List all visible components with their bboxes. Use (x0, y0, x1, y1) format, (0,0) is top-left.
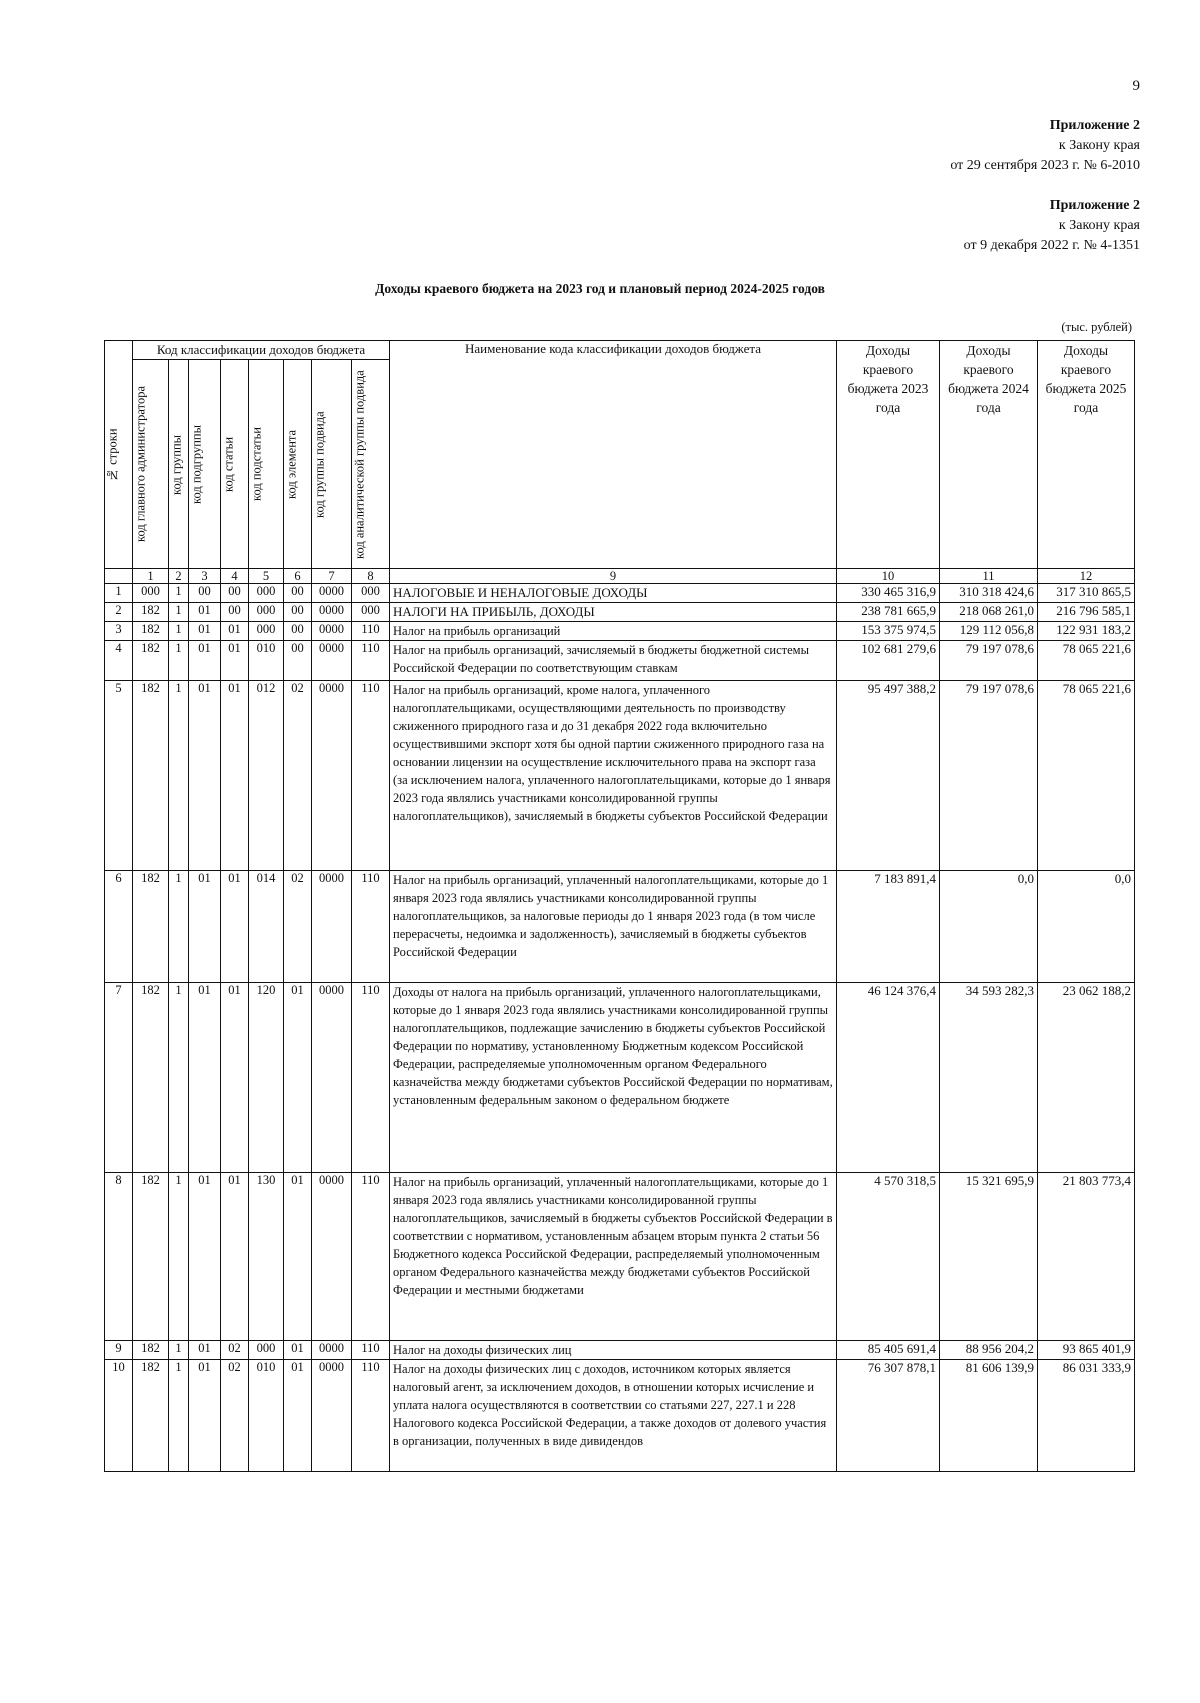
amount-2023: 4 570 318,5 (837, 1173, 940, 1341)
units-note: (тыс. рублей) (1061, 320, 1132, 334)
code-cell: 110 (352, 1173, 390, 1341)
code-cell: 00 (284, 584, 312, 603)
table-row (105, 983, 1135, 1173)
column-number: 3 (189, 569, 221, 584)
column-number: 5 (249, 569, 284, 584)
amount-2023: 102 681 279,6 (837, 641, 940, 681)
amount-2025: 23 062 188,2 (1038, 983, 1135, 1173)
column-number: 12 (1038, 569, 1135, 584)
code-cell: 0000 (312, 584, 352, 603)
row-number: 2 (105, 603, 133, 622)
header-code-group: Код классификации доходов бюджета (133, 341, 390, 360)
code-cell: 120 (249, 983, 284, 1173)
code-cell: 01 (189, 1360, 221, 1472)
code-cell: 182 (133, 622, 169, 641)
amount-2024: 88 956 204,2 (940, 1341, 1038, 1360)
appendix-original-line2: от 9 декабря 2022 г. № 4-1351 (963, 238, 1140, 253)
code-cell: 182 (133, 871, 169, 983)
code-cell: 182 (133, 1173, 169, 1341)
code-cell: 000 (133, 584, 169, 603)
amount-2025: 122 931 183,2 (1038, 622, 1135, 641)
code-cell: 000 (249, 603, 284, 622)
amount-2023: 46 124 376,4 (837, 983, 940, 1173)
code-cell: 01 (189, 871, 221, 983)
amount-2023: 95 497 388,2 (837, 681, 940, 871)
amount-2025: 21 803 773,4 (1038, 1173, 1135, 1341)
amount-2025: 78 065 221,6 (1038, 641, 1135, 681)
amount-2024: 79 197 078,6 (940, 681, 1038, 871)
column-number: 4 (221, 569, 249, 584)
column-number: 11 (940, 569, 1038, 584)
code-cell: 01 (221, 871, 249, 983)
table-row (105, 603, 1135, 622)
header-code-group-col: код группы (169, 360, 189, 569)
code-cell: 000 (249, 584, 284, 603)
code-cell: 0000 (312, 681, 352, 871)
code-cell: 01 (189, 681, 221, 871)
code-cell: 0000 (312, 622, 352, 641)
amount-2024: 81 606 139,9 (940, 1360, 1038, 1472)
code-cell: 110 (352, 641, 390, 681)
income-name: НАЛОГИ НА ПРИБЫЛЬ, ДОХОДЫ (390, 603, 837, 622)
amount-2023: 238 781 665,9 (837, 603, 940, 622)
amount-2023: 330 465 316,9 (837, 584, 940, 603)
code-cell: 010 (249, 641, 284, 681)
row-number: 3 (105, 622, 133, 641)
header-amount-2023: Доходы краевого бюджета 2023 года (837, 341, 940, 569)
appendix-current-note (950, 116, 1140, 176)
income-name: Налог на прибыль организаций (390, 622, 837, 641)
document-title: Доходы краевого бюджета на 2023 год и плановый период 2024-2025 годов (375, 281, 825, 296)
header-amount-2024: Доходы краевого бюджета 2024 года (940, 341, 1038, 569)
code-cell: 0000 (312, 603, 352, 622)
code-cell: 01 (284, 1341, 312, 1360)
code-cell: 182 (133, 1360, 169, 1472)
amount-2025: 78 065 221,6 (1038, 681, 1135, 871)
column-numbers-row (105, 569, 1135, 584)
row-number: 9 (105, 1341, 133, 1360)
code-cell: 1 (169, 1360, 189, 1472)
code-cell: 0000 (312, 983, 352, 1173)
table-row (105, 1360, 1135, 1472)
code-cell: 012 (249, 681, 284, 871)
code-cell: 130 (249, 1173, 284, 1341)
code-cell: 01 (221, 1173, 249, 1341)
code-cell: 00 (189, 584, 221, 603)
column-number (105, 569, 133, 584)
code-cell: 182 (133, 1341, 169, 1360)
code-cell: 010 (249, 1360, 284, 1472)
income-name: Налог на прибыль организаций, уплаченный налогоплательщиками, которые до 1 января 2023 года являлись участниками консолидированной группы налогоплательщиков, за налоговые периоды до 1 января 2023 года (в том числе перерасчеты, недоимка и задолженность), зачисляемый в бюджеты субъектов Российской Федерации (390, 871, 837, 983)
income-name: Налог на прибыль организаций, кроме налога, уплаченного налогоплательщиками, осуществляющими деятельность по производству сжиженного природного газа и до 31 декабря 2022 года включительно осуществившими экспорт хотя бы одной партии сжиженного природного газа на основании лицензии на осуществление исключительного права на экспорт газа (за исключением налога, уплаченного налогоплательщиками, которые до 1 января 2023 года являлись участниками консолидированной группы налогоплательщиков), зачисляемый в бюджеты субъектов Российской Федерации (390, 681, 837, 871)
income-name: Налог на прибыль организаций, уплаченный налогоплательщиками, которые до 1 января 2023 года являлись участниками консолидированной группы налогоплательщиков, зачисляемый в бюджеты субъектов Российской Федерации в соответствии с нормативом, установленным абзацем вторым пункта 2 статьи 56 Бюджетного кодекса Российской Федерации, распределяемый уполномоченным органом Федерального казначейства между бюджетами субъектов Российской Федерации и местными бюджетами (390, 1173, 837, 1341)
code-cell: 1 (169, 1341, 189, 1360)
income-name: Доходы от налога на прибыль организаций, уплаченного налогоплательщиками, которые до 1 января 2023 года являлись участниками консолидированной группы налогоплательщиков, подлежащие зачислению в бюджеты субъектов Российской Федерации по нормативу, установленному Бюджетным кодексом Российской Федерации, распределяемые уполномоченным органом Федерального казначейства между бюджетами субъектов Российской Федерации по нормативам, установленным федеральным законом о федеральном бюджете (390, 983, 837, 1173)
code-cell: 01 (189, 1341, 221, 1360)
code-cell: 02 (284, 871, 312, 983)
amount-2024: 129 112 056,8 (940, 622, 1038, 641)
appendix-original-note (964, 196, 1140, 256)
code-cell: 014 (249, 871, 284, 983)
header-code-analytic-group: код аналитической группы подвида (352, 360, 390, 569)
code-cell: 01 (284, 1360, 312, 1472)
table-row (105, 681, 1135, 871)
code-cell: 1 (169, 681, 189, 871)
column-number: 10 (837, 569, 940, 584)
column-number: 9 (390, 569, 837, 584)
column-number: 2 (169, 569, 189, 584)
amount-2025: 93 865 401,9 (1038, 1341, 1135, 1360)
column-number: 6 (284, 569, 312, 584)
code-cell: 00 (284, 603, 312, 622)
amount-2023: 85 405 691,4 (837, 1341, 940, 1360)
amount-2023: 76 307 878,1 (837, 1360, 940, 1472)
code-cell: 1 (169, 603, 189, 622)
code-cell: 0000 (312, 641, 352, 681)
code-cell: 1 (169, 622, 189, 641)
code-cell: 110 (352, 1360, 390, 1472)
appendix-original-line1: к Закону края (1058, 218, 1140, 233)
table-row (105, 641, 1135, 681)
row-number: 10 (105, 1360, 133, 1472)
code-cell: 00 (284, 622, 312, 641)
code-cell: 000 (249, 1341, 284, 1360)
amount-2024: 15 321 695,9 (940, 1173, 1038, 1341)
code-cell: 00 (284, 641, 312, 681)
table-row (105, 1341, 1135, 1360)
table-row (105, 622, 1135, 641)
appendix-current-title: Приложение 2 (1049, 118, 1140, 133)
appendix-current-line2: от 29 сентября 2023 г. № 6-2010 (950, 158, 1140, 173)
header-code-subtype-group: код группы подвида (312, 360, 352, 569)
header-code-article: код статьи (221, 360, 249, 569)
code-cell: 000 (249, 622, 284, 641)
column-number: 8 (352, 569, 390, 584)
table-row (105, 1173, 1135, 1341)
header-code-admin: код главного администратора (133, 360, 169, 569)
column-number: 1 (133, 569, 169, 584)
column-number: 7 (312, 569, 352, 584)
income-name: НАЛОГОВЫЕ И НЕНАЛОГОВЫЕ ДОХОДЫ (390, 584, 837, 603)
row-number: 8 (105, 1173, 133, 1341)
table-row (105, 584, 1135, 603)
code-cell: 110 (352, 983, 390, 1173)
amount-2024: 0,0 (940, 871, 1038, 983)
code-cell: 182 (133, 603, 169, 622)
amount-2024: 218 068 261,0 (940, 603, 1038, 622)
income-name: Налог на доходы физических лиц с доходов, источником которых является налоговый агент, за исключением доходов, в отношении которых исчисление и уплата налога осуществляются в соответствии со статьями 227, 227.1 и 228 Налогового кодекса Российской Федерации, а также доходов от долевого участия в организации, полученных в виде дивидендов (390, 1360, 837, 1472)
appendix-original-title: Приложение 2 (1049, 198, 1140, 213)
code-cell: 0000 (312, 1173, 352, 1341)
code-cell: 01 (221, 641, 249, 681)
header-amount-2025: Доходы краевого бюджета 2025 года (1038, 341, 1135, 569)
code-cell: 00 (221, 603, 249, 622)
code-cell: 01 (189, 622, 221, 641)
page-number: 9 (1132, 78, 1140, 94)
code-cell: 182 (133, 641, 169, 681)
code-cell: 182 (133, 983, 169, 1173)
code-cell: 01 (221, 983, 249, 1173)
row-number: 7 (105, 983, 133, 1173)
code-cell: 0000 (312, 1341, 352, 1360)
code-cell: 01 (221, 622, 249, 641)
amount-2024: 310 318 424,6 (940, 584, 1038, 603)
header-code-subarticle: код подстатьи (249, 360, 284, 569)
code-cell: 01 (189, 603, 221, 622)
code-cell: 01 (284, 1173, 312, 1341)
header-code-subgroup: код подгруппы (189, 360, 221, 569)
amount-2025: 216 796 585,1 (1038, 603, 1135, 622)
code-cell: 1 (169, 1173, 189, 1341)
amount-2023: 153 375 974,5 (837, 622, 940, 641)
code-cell: 01 (189, 983, 221, 1173)
code-cell: 182 (133, 681, 169, 871)
code-cell: 01 (189, 1173, 221, 1341)
code-cell: 110 (352, 622, 390, 641)
code-cell: 01 (221, 681, 249, 871)
code-cell: 0000 (312, 1360, 352, 1472)
code-cell: 01 (284, 983, 312, 1173)
income-name: Налог на прибыль организаций, зачисляемый в бюджеты бюджетной системы Российской Федерации по соответствующим ставкам (390, 641, 837, 681)
header-code-element: код элемента (284, 360, 312, 569)
income-name: Налог на доходы физических лиц (390, 1341, 837, 1360)
amount-2025: 0,0 (1038, 871, 1135, 983)
income-table (104, 340, 1135, 1472)
appendix-current-line1: к Закону края (1058, 138, 1140, 153)
code-cell: 000 (352, 584, 390, 603)
amount-2024: 34 593 282,3 (940, 983, 1038, 1173)
amount-2025: 86 031 333,9 (1038, 1360, 1135, 1472)
amount-2023: 7 183 891,4 (837, 871, 940, 983)
row-number: 6 (105, 871, 133, 983)
code-cell: 000 (352, 603, 390, 622)
header-row-no: № строки (105, 341, 133, 569)
code-cell: 01 (189, 641, 221, 681)
row-number: 5 (105, 681, 133, 871)
code-cell: 110 (352, 681, 390, 871)
code-cell: 1 (169, 584, 189, 603)
code-cell: 02 (284, 681, 312, 871)
row-number: 1 (105, 584, 133, 603)
code-cell: 02 (221, 1360, 249, 1472)
header-name: Наименование кода классификации доходов бюджета (390, 341, 837, 569)
code-cell: 1 (169, 871, 189, 983)
code-cell: 02 (221, 1341, 249, 1360)
code-cell: 110 (352, 871, 390, 983)
code-cell: 1 (169, 983, 189, 1173)
amount-2024: 79 197 078,6 (940, 641, 1038, 681)
amount-2025: 317 310 865,5 (1038, 584, 1135, 603)
code-cell: 1 (169, 641, 189, 681)
code-cell: 0000 (312, 871, 352, 983)
row-number: 4 (105, 641, 133, 681)
table-row (105, 871, 1135, 983)
code-cell: 00 (221, 584, 249, 603)
code-cell: 110 (352, 1341, 390, 1360)
